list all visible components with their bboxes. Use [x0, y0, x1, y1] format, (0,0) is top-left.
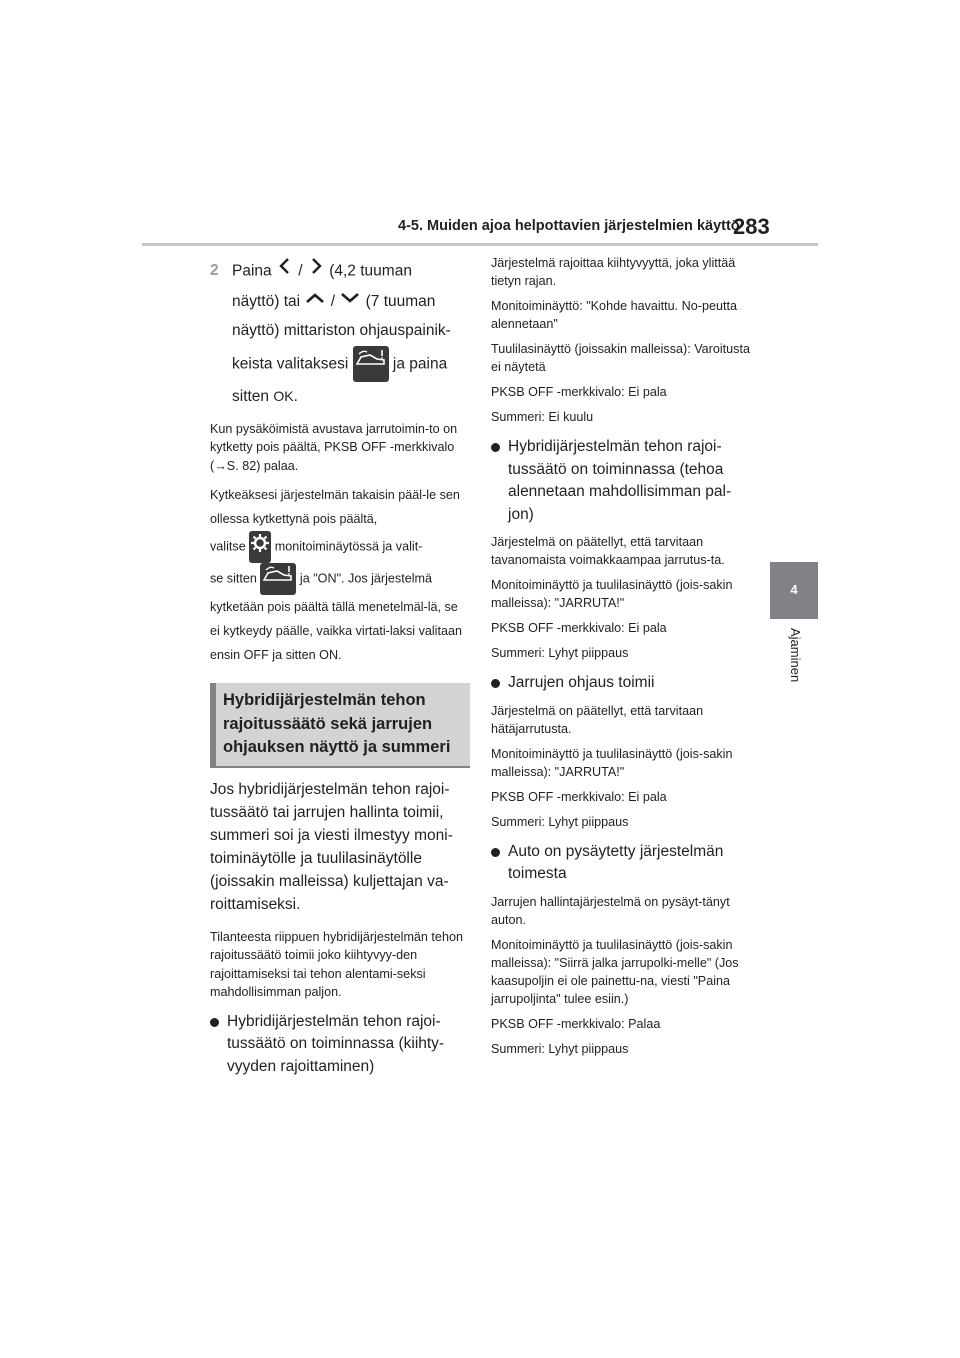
chapter-number: 4 — [790, 582, 798, 597]
bullet-text: Jarrujen ohjaus toimii — [508, 674, 655, 691]
detail-line: Summeri: Lyhyt piippaus — [491, 646, 629, 660]
step-text: Paina — [232, 262, 272, 280]
bullet-dot — [491, 679, 500, 688]
detail-line: Järjestelmä on päätellyt, että tarvitaan tavanomaista voimakkaampaa jarrutus-ta. — [491, 535, 725, 567]
detail-line: Summeri: Lyhyt piippaus — [491, 1041, 629, 1056]
arrow-icon: → — [214, 458, 227, 473]
detail-line: Järjestelmä rajoittaa kiihtyvyyttä, joka ylittää tietyn rajan. — [491, 256, 736, 288]
section-body: Jos hybridijärjestelmän tehon rajoi-tussäätö tai jarrujen hallinta toimii, summeri soi ja viesti ilmestyy moni-toiminäytölle ja tuulilasinäytölle (joissakin malleissa) kuljettajan va-roittamiseksi. — [210, 780, 453, 913]
detail-line: PKSB OFF -merkkivalo: Palaa — [491, 1016, 661, 1031]
detail-line: Monitoiminäyttö: "Kohde havaittu. No-peutta alennetaan" — [491, 299, 737, 331]
section-heading: Hybridijärjestelmän tehon rajoitussäätö sekä jarrujen ohjauksen näyttö ja summeri — [223, 691, 451, 757]
pksb-car-icon — [353, 346, 389, 383]
page-reference: S. 82) palaa. — [226, 458, 299, 473]
bullet-text: Auto on pysäytetty järjestelmän toimesta — [508, 842, 724, 882]
step-text: / — [330, 292, 335, 310]
detail-line: Tuulilasinäyttö (joissakin malleissa): Varoitusta ei näytetä — [491, 342, 750, 374]
step-text: näyttö) tai — [232, 292, 301, 310]
right-column — [491, 254, 753, 1058]
header-divider — [142, 243, 818, 246]
note-text: monitoiminäytössä ja valit- — [274, 539, 423, 554]
detail-line: Järjestelmä on päätellyt, että tarvitaan hätäjarrutusta. — [491, 703, 704, 736]
bullet-dot — [491, 848, 500, 857]
note-text: valitse — [210, 539, 246, 554]
detail-line: Monitoiminäyttö ja tuulilasinäyttö (jois-sakin malleissa): "JARRUTA!" — [491, 578, 733, 610]
bullet-dot — [210, 1018, 219, 1027]
bullet-accel-limit — [210, 1011, 470, 1079]
step-text: . — [293, 388, 298, 406]
detail-line: Summeri: Ei kuulu — [491, 410, 594, 424]
step-text: näyttö) mittariston ohjauspainik- — [232, 322, 451, 340]
step-text: / — [298, 262, 303, 280]
detail-line: PKSB OFF -merkkivalo: Ei pala — [491, 385, 667, 399]
chevron-right-icon — [307, 256, 325, 287]
bullet-dot — [491, 443, 500, 452]
page-number: 283 — [733, 214, 770, 239]
detail-line: Jarrujen hallintajärjestelmä on pysäyt-tänyt auton. — [491, 894, 730, 927]
bullet-power-reduce — [491, 436, 753, 526]
step-text: sitten — [232, 388, 270, 406]
detail-line: Summeri: Lyhyt piippaus — [491, 814, 629, 829]
chevron-down-icon — [339, 287, 361, 317]
note-text: Kytkeäksesi järjestelmän takaisin pääl-le sen ollessa kytkettynä pois päältä, — [210, 488, 460, 527]
gear-icon — [249, 531, 271, 563]
detail-line: Monitoiminäyttö ja tuulilasinäyttö (jois-sakin malleissa): "Siirrä jalka jarrupolki-melle" (Jos kaasupoljin ei ole painettu-na, viesti "Paina jarrupoljinta" tulee esiin.) — [491, 937, 739, 1006]
bullet-text: Hybridijärjestelmän tehon rajoi-tussäätö on toiminnassa (tehoa alennetaan mahdollisimman pal-jon) — [508, 438, 732, 523]
note-text: Kun pysäköimistä avustava jarrutoimin-to on kytketty pois päältä, PKSB OFF -merkkivalo ( — [210, 421, 458, 473]
ok-icon: OK — [273, 388, 294, 405]
step-text: (4,2 tuuman — [329, 262, 412, 280]
chevron-up-icon — [304, 287, 326, 317]
bullet-text: Hybridijärjestelmän tehon rajoi-tussäätö on toiminnassa (kiihty-vyyden rajoittaminen) — [227, 1012, 445, 1075]
step-2 — [210, 256, 470, 412]
step-number: 2 — [210, 262, 219, 279]
left-column — [210, 256, 470, 1078]
step-text: ja paina — [392, 355, 448, 372]
pksb-car-icon — [260, 563, 296, 595]
note-limit: Tilanteesta riippuen hybridijärjestelmän tehon rajoitussäätö toimii joko kiihtyvyy-den rajoittamiseksi tai tehon alentami-seksi mahdollisimman paljon. — [210, 929, 463, 1000]
note-text: ja "ON". Jos järjestelmä — [299, 571, 433, 586]
detail-line: PKSB OFF -merkkivalo: Ei pala — [491, 789, 667, 804]
section-heading-box — [210, 683, 470, 768]
note-reenable — [210, 483, 470, 667]
detail-line: PKSB OFF -merkkivalo: Ei pala — [491, 621, 667, 635]
section-header-title: 4-5. Muiden ajoa helpottavien järjestelmien käyttö — [398, 218, 740, 234]
detail-line: Monitoiminäyttö ja tuulilasinäyttö (jois-sakin malleissa): "JARRUTA!" — [491, 746, 733, 779]
chevron-left-icon — [276, 256, 294, 287]
step-text: keista valitaksesi — [232, 355, 349, 372]
note-text: kytketään pois päältä tällä menetelmäl-lä, se ei kytkeydy päälle, vaikka virtati-laksi valitaan ensin OFF ja sitten ON. — [210, 600, 462, 663]
bullet-vehicle-stopped — [491, 841, 753, 886]
note-text: se sitten — [210, 571, 257, 586]
chapter-label: Ajaminen — [788, 628, 803, 683]
bullet-brake-control — [491, 672, 753, 695]
step-text: (7 tuuman — [365, 292, 436, 310]
note-pksb-off — [210, 420, 470, 476]
